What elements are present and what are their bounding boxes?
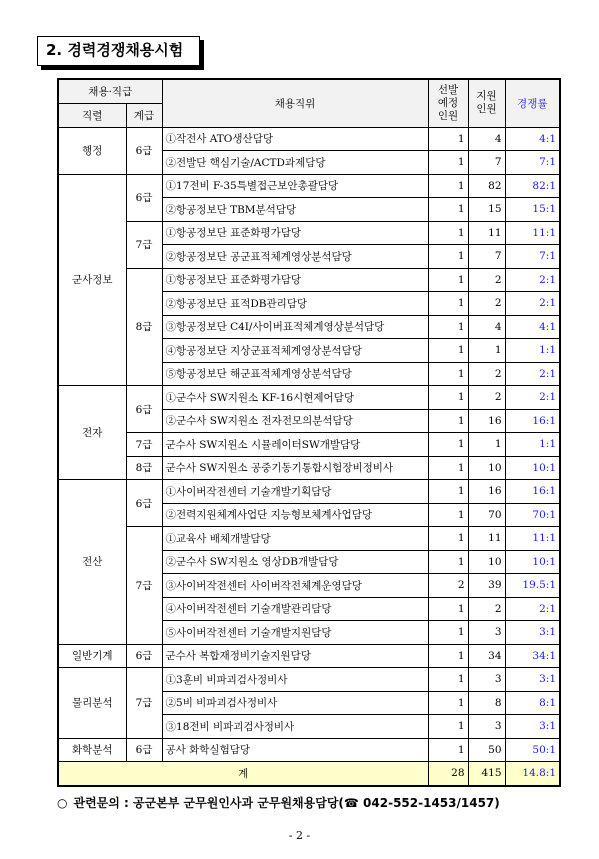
applied-cell: 39 [468,574,505,598]
position-cell: 군수사 SW지원소 시뮬레이터SW개발담당 [162,433,428,457]
jobtype-cell: 행정 [58,127,126,174]
header-grade: 계급 [126,103,162,127]
planned-cell: 1 [428,127,468,151]
table-row [58,221,560,245]
planned-cell: 1 [428,597,468,621]
ratio-cell: 10:1 [505,550,560,574]
position-cell: 군수사 복합재정비기술지원담당 [162,644,428,668]
ratio-cell: 2:1 [505,597,560,621]
planned-cell: 1 [428,198,468,222]
planned-cell: 1 [428,715,468,739]
ratio-cell: 2:1 [505,386,560,410]
planned-cell: 2 [428,574,468,598]
grade-cell: 6급 [126,644,162,668]
table-row [58,644,560,668]
recruitment-table [57,78,561,787]
header-applied: 지원 인원 [468,79,505,127]
planned-cell: 1 [428,621,468,645]
ratio-cell: 4:1 [505,315,560,339]
ratio-cell: 82:1 [505,174,560,198]
jobtype-cell: 일반기계 [58,644,126,668]
position-cell: ②군수사 SW지원소 영상DB개발담당 [162,550,428,574]
position-cell: ②전력지원체계사업단 지능형보체계사업담당 [162,503,428,527]
applied-cell: 7 [468,151,505,175]
planned-cell: 1 [428,738,468,762]
position-cell: ①17전비 F-35특별접근보안총괄담당 [162,174,428,198]
planned-cell: 1 [428,409,468,433]
position-cell: ②군수사 SW지원소 전자전모의분석담당 [162,409,428,433]
planned-cell: 1 [428,221,468,245]
jobtype-cell: 군사정보 [58,174,126,386]
table-row [58,174,560,198]
jobtype-cell: 전자 [58,386,126,480]
position-cell: ④사이버작전센터 기술개발관리담당 [162,597,428,621]
applied-cell: 10 [468,550,505,574]
ratio-cell: 19.5:1 [505,574,560,598]
total-row [58,762,560,786]
ratio-cell: 7:1 [505,151,560,175]
applied-cell: 7 [468,245,505,269]
planned-cell: 1 [428,527,468,551]
table-row [58,668,560,692]
ratio-cell: 11:1 [505,527,560,551]
header-ratio: 경쟁률 [505,79,560,127]
planned-cell: 1 [428,433,468,457]
position-cell: ⑤항공정보단 해군표적체계영상분석담당 [162,362,428,386]
table-row [58,527,560,551]
position-cell: 공사 화학실험담당 [162,738,428,762]
applied-cell: 10 [468,456,505,480]
position-cell: ⑤사이버작전센터 기술개발지원담당 [162,621,428,645]
ratio-cell: 34:1 [505,644,560,668]
ratio-cell: 2:1 [505,362,560,386]
table-row [58,738,560,762]
planned-cell: 1 [428,245,468,269]
grade-cell: 6급 [126,480,162,527]
jobtype-cell: 화학분석 [58,738,126,762]
applied-cell: 11 [468,221,505,245]
table-row [58,456,560,480]
jobtype-cell: 전산 [58,480,126,645]
ratio-cell: 1:1 [505,339,560,363]
grade-cell: 8급 [126,456,162,480]
ratio-cell: 8:1 [505,691,560,715]
planned-cell: 1 [428,456,468,480]
applied-cell: 8 [468,691,505,715]
planned-cell: 1 [428,386,468,410]
applied-cell: 2 [468,362,505,386]
planned-cell: 1 [428,668,468,692]
applied-cell: 1 [468,433,505,457]
planned-cell: 1 [428,268,468,292]
bullet-icon: ○ [57,796,68,810]
ratio-cell: 2:1 [505,268,560,292]
grade-cell: 8급 [126,268,162,386]
position-cell: ①사이버작전센터 기술개발기획담당 [162,480,428,504]
ratio-cell: 15:1 [505,198,560,222]
planned-cell: 1 [428,503,468,527]
applied-cell: 16 [468,480,505,504]
position-cell: ②5비 비파괴검사정비사 [162,691,428,715]
position-cell: ②전발단 핵심기술/ACTD과제담당 [162,151,428,175]
ratio-cell: 16:1 [505,480,560,504]
ratio-cell: 4:1 [505,127,560,151]
applied-cell: 4 [468,315,505,339]
ratio-cell: 10:1 [505,456,560,480]
total-label: 계 [58,762,428,786]
applied-cell: 70 [468,503,505,527]
position-cell: ②항공정보단 TBM분석담당 [162,198,428,222]
position-cell: ①항공정보단 표준화평가담당 [162,268,428,292]
grade-cell: 6급 [126,174,162,221]
position-cell: ①교육사 배체개발담당 [162,527,428,551]
ratio-cell: 3:1 [505,668,560,692]
ratio-cell: 11:1 [505,221,560,245]
header-position: 채용직위 [162,79,428,127]
position-cell: ②항공정보단 표적DB관리담당 [162,292,428,316]
applied-cell: 2 [468,292,505,316]
section-title: 2. 경력경쟁채용시험 [37,36,200,66]
ratio-cell: 70:1 [505,503,560,527]
position-cell: ④항공정보단 지상군표적체계영상분석담당 [162,339,428,363]
header-jobtype: 직렬 [58,103,126,127]
planned-cell: 1 [428,691,468,715]
ratio-cell: 3:1 [505,715,560,739]
applied-cell: 15 [468,198,505,222]
position-cell: ①3훈비 비파괴검사정비사 [162,668,428,692]
applied-cell: 11 [468,527,505,551]
ratio-cell: 2:1 [505,292,560,316]
grade-cell: 7급 [126,433,162,457]
total-applied: 415 [468,762,505,786]
grade-cell: 7급 [126,527,162,645]
applied-cell: 3 [468,668,505,692]
applied-cell: 50 [468,738,505,762]
applied-cell: 2 [468,386,505,410]
ratio-cell: 7:1 [505,245,560,269]
grade-cell: 7급 [126,221,162,268]
position-cell: ③18전비 비파괴검사정비사 [162,715,428,739]
table-row [58,268,560,292]
applied-cell: 16 [468,409,505,433]
grade-cell: 6급 [126,386,162,433]
planned-cell: 1 [428,550,468,574]
table-row [58,386,560,410]
contact-info [57,794,500,811]
header-planned: 선발 예정 인원 [428,79,468,127]
table-row [58,127,560,151]
applied-cell: 82 [468,174,505,198]
planned-cell: 1 [428,362,468,386]
applied-cell: 3 [468,621,505,645]
ratio-cell: 16:1 [505,409,560,433]
applied-cell: 4 [468,127,505,151]
planned-cell: 1 [428,292,468,316]
planned-cell: 1 [428,480,468,504]
position-cell: ①작전사 ATO생산담당 [162,127,428,151]
position-cell: 군수사 SW지원소 공중기동기통합시험장비정비사 [162,456,428,480]
position-cell: ③항공정보단 C4I/사이버표적체계영상분석담당 [162,315,428,339]
ratio-cell: 1:1 [505,433,560,457]
planned-cell: 1 [428,644,468,668]
grade-cell: 6급 [126,738,162,762]
total-ratio: 14.8:1 [505,762,560,786]
page-number: - 2 - [288,829,311,842]
grade-cell: 6급 [126,127,162,174]
grade-cell: 7급 [126,668,162,739]
position-cell: ③사이버작전센터 사이버작전체계운영담당 [162,574,428,598]
table-row [58,480,560,504]
jobtype-cell: 물리분석 [58,668,126,739]
position-cell: ②항공정보단 공군표적체계영상분석담당 [162,245,428,269]
applied-cell: 34 [468,644,505,668]
planned-cell: 1 [428,151,468,175]
applied-cell: 2 [468,268,505,292]
applied-cell: 1 [468,339,505,363]
ratio-cell: 50:1 [505,738,560,762]
ratio-cell: 3:1 [505,621,560,645]
table-row [58,433,560,457]
planned-cell: 1 [428,315,468,339]
applied-cell: 3 [468,715,505,739]
planned-cell: 1 [428,339,468,363]
position-cell: ①군수사 SW지원소 KF-16시현제어담당 [162,386,428,410]
planned-cell: 1 [428,174,468,198]
contact-text: 관련문의 : 공군본부 군무원인사과 군무원채용담당(☎ 042-552-1453/1457) [73,796,500,810]
header-group: 채용·직급 [58,79,162,103]
position-cell: ①항공정보단 표준화평가담당 [162,221,428,245]
total-planned: 28 [428,762,468,786]
applied-cell: 2 [468,597,505,621]
